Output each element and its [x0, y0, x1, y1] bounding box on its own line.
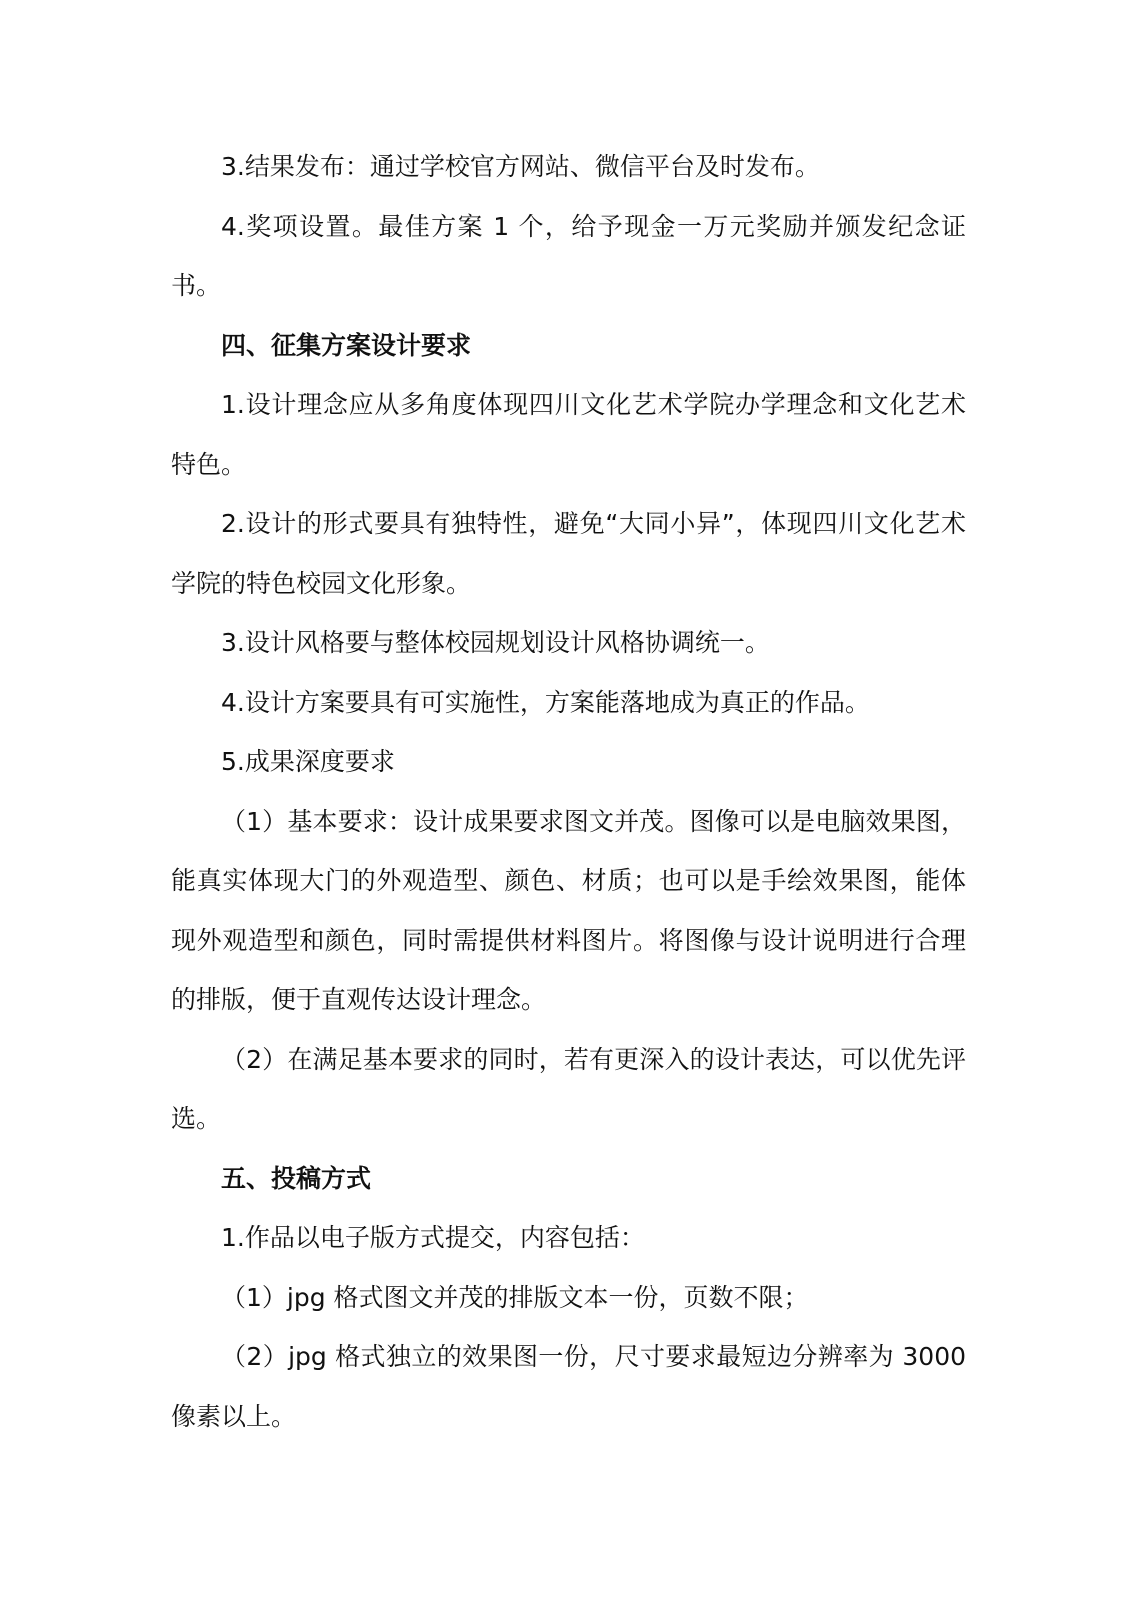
paragraph-basic-requirement: （1）基本要求：设计成果要求图文并茂。图像可以是电脑效果图，能真实体现大门的外观造型、颜色、材质；也可以是手绘效果图，能体现外观造型和颜色，同时需提供材料图片。将图像与设计说明进行合理的排版，便于直观传达设计理念。 — [171, 806, 966, 1014]
paragraph-result-publish: 3.结果发布：通过学校官方网站、微信平台及时发布。 — [221, 152, 820, 181]
paragraph-depth-requirement: 5.成果深度要求 — [221, 747, 395, 776]
section-heading-submission-method: 五、投稿方式 — [221, 1163, 372, 1193]
paragraph-design-style: 3.设计风格要与整体校园规划设计风格协调统一。 — [221, 628, 770, 657]
paragraph-submission-rendering: （2）jpg 格式独立的效果图一份，尺寸要求最短边分辨率为 3000 像素以上。 — [171, 1342, 966, 1431]
document-body — [171, 137, 966, 1446]
paragraph-award-setting: 4.奖项设置。最佳方案 1 个，给予现金一万元奖励并颁发纪念证书。 — [171, 211, 966, 300]
paragraph-design-form: 2.设计的形式要具有独特性，避免“大同小异”，体现四川文化艺术学院的特色校园文化形象。 — [171, 509, 966, 598]
paragraph-design-concept: 1.设计理念应从多角度体现四川文化艺术学院办学理念和文化艺术特色。 — [171, 390, 966, 479]
paragraph-feasibility: 4.设计方案要具有可实施性，方案能落地成为真正的作品。 — [221, 687, 870, 717]
paragraph-priority-selection: （2）在满足基本要求的同时，若有更深入的设计表达，可以优先评选。 — [171, 1044, 966, 1133]
paragraph-submission-electronic: 1.作品以电子版方式提交，内容包括： — [221, 1223, 645, 1252]
section-heading-design-requirements: 四、征集方案设计要求 — [221, 330, 472, 360]
paragraph-submission-layout-file: （1）jpg 格式图文并茂的排版文本一份，页数不限； — [221, 1282, 809, 1312]
